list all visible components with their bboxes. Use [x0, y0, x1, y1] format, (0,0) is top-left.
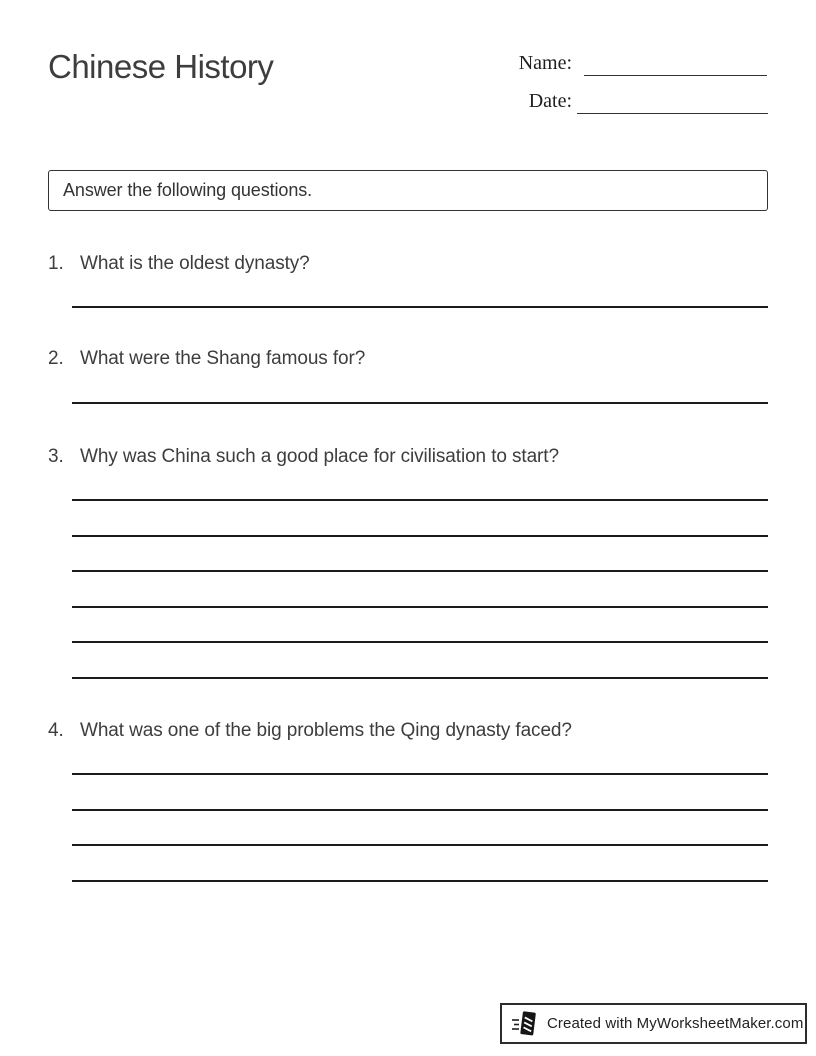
- question-2-number: 2.: [48, 348, 64, 369]
- page-title: Chinese History: [48, 48, 274, 85]
- question-1: [48, 251, 768, 277]
- name-blank-line: [584, 75, 767, 76]
- date-blank-line: [577, 113, 768, 114]
- answer-line: [72, 677, 768, 679]
- question-1-text: What is the oldest dynasty?: [80, 253, 310, 274]
- attribution-text: Created with MyWorksheetMaker.com: [547, 1015, 804, 1032]
- question-2-answer-lines: [72, 402, 768, 404]
- answer-line: [72, 880, 768, 882]
- answer-line: [72, 402, 768, 404]
- question-1-answer-lines: [72, 306, 768, 308]
- date-label: Date:: [528, 90, 572, 112]
- question-2-text: What were the Shang famous for?: [80, 348, 366, 369]
- instruction-text: Answer the following questions.: [63, 180, 313, 200]
- question-1-number: 1.: [48, 253, 64, 274]
- answer-line: [72, 809, 768, 811]
- answer-line: [72, 535, 768, 537]
- answer-line: [72, 499, 768, 501]
- attribution-link[interactable]: [500, 1003, 807, 1044]
- question-3-text: Why was China such a good place for civilisation to start?: [80, 446, 559, 467]
- question-3-number: 3.: [48, 446, 64, 467]
- question-4-text: What was one of the big problems the Qing dynasty faced?: [80, 720, 572, 741]
- question-4: [48, 718, 768, 744]
- worksheet-maker-logo-icon: [512, 1009, 538, 1039]
- name-label: Name:: [518, 52, 572, 74]
- question-2: [48, 346, 768, 372]
- question-4-answer-lines: [72, 773, 768, 882]
- answer-line: [72, 844, 768, 846]
- answer-line: [72, 306, 768, 308]
- answer-line: [72, 641, 768, 643]
- question-3-answer-lines: [72, 499, 768, 679]
- answer-line: [72, 773, 768, 775]
- question-4-number: 4.: [48, 720, 64, 741]
- question-3: [48, 444, 768, 470]
- answer-line: [72, 570, 768, 572]
- instruction-box: [48, 170, 768, 211]
- answer-line: [72, 606, 768, 608]
